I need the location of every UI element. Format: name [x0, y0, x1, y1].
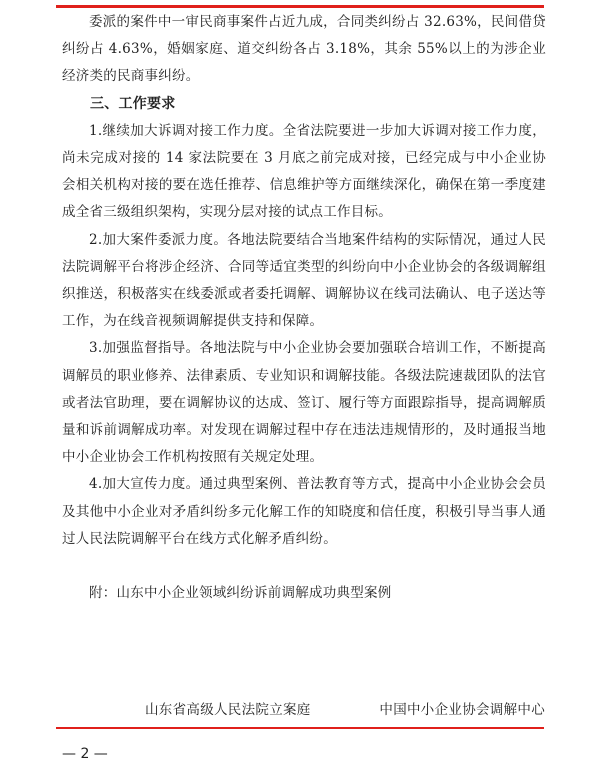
signature-line — [145, 698, 545, 718]
requirement-item-3: 3.加强监督指导。各地法院与中小企业协会要加强联合培训工作，不断提高调解员的职业修养、法律素质、专业知识和调解技能。各级法院速裁团队的法官或者法官助理，要在调解协议的达成、签订、履行等方面跟踪指导，提高调解质量和诉前调解成功率。对发现在调解过程中存在违法违规情形的，及时通报当地中小企业协会工作机构按照有关规定处理。 — [62, 340, 546, 466]
intro-paragraph: 委派的案件中一审民商事案件占近九成，合同类纠纷占 32.63%，民间借贷纠纷占 4.63%，婚姻家庭、道交纠纷各占 3.18%，其余 55%以上的为涉企业经济类的民商事纠纷。 — [62, 14, 546, 85]
section-heading: 三、工作要求 — [90, 95, 176, 112]
signer-association: 中国中小企业协会调解中心 — [379, 702, 545, 718]
attachment-note: 附：山东中小企业领域纠纷诉前调解成功典型案例 — [89, 585, 392, 602]
footer-red-rule — [56, 727, 544, 729]
page-number: — 2 — — [62, 746, 108, 762]
document-body — [62, 9, 546, 607]
signer-court: 山东省高级人民法院立案庭 — [145, 702, 311, 718]
requirement-item-1: 1.继续加大诉调对接工作力度。全省法院要进一步加大诉调对接工作力度，尚未完成对接的 14 家法院要在 3 月底之前完成对接，已经完成与中小企业协会相关机构对接的要在选任推荐、信息维护等方面继续深化，确保在第一季度建成全省三级组织架构，实现分层对接的试点工作目标。 — [62, 122, 546, 221]
requirement-item-4: 4.加大宣传力度。通过典型案例、普法教育等方式，提高中小企业协会会员及其他中小企业对矛盾纠纷多元化解工作的知晓度和信任度，积极引导当事人通过人民法院调解平台在线方式化解矛盾纠纷。 — [62, 476, 546, 547]
header-red-rule — [56, 5, 544, 8]
requirement-item-2: 2.加大案件委派力度。各地法院要结合当地案件结构的实际情况，通过人民法院调解平台将涉企经济、合同等适宜类型的纠纷向中小企业协会的各级调解组织推送，积极落实在线委派或者委托调解、调解协议在线司法确认、电子送达等工作，为在线音视频调解提供支持和保障。 — [62, 231, 546, 330]
